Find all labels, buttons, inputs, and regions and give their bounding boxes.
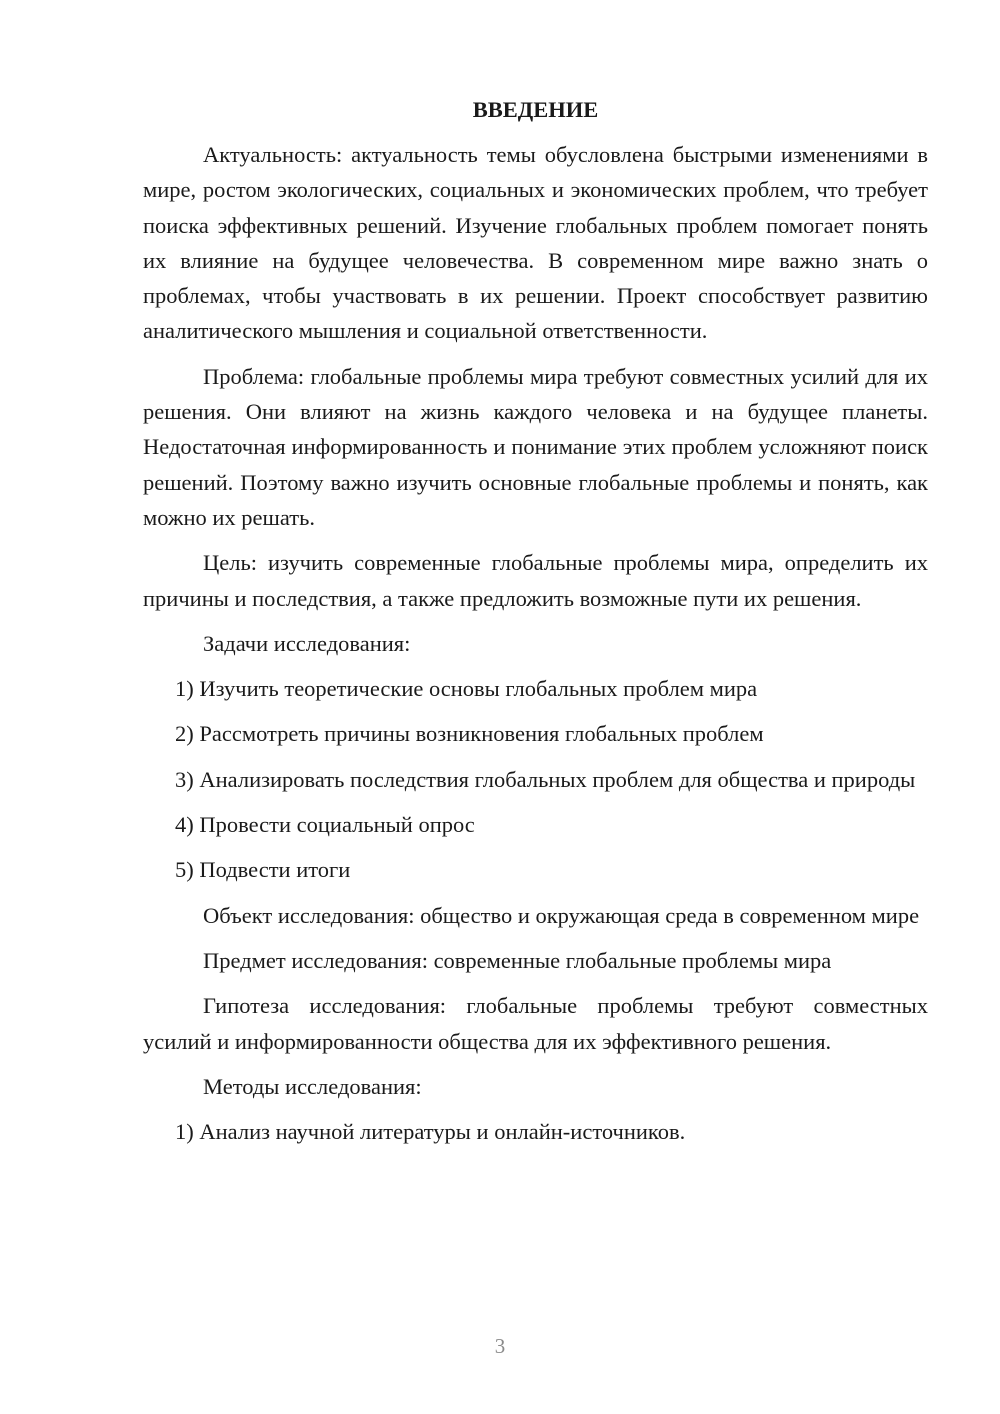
tasks-heading: Задачи исследования: <box>203 630 411 656</box>
task-item-4: 4) Провести социальный опрос <box>175 812 475 838</box>
document-page <box>143 95 928 1159</box>
task-item-5: 5) Подвести итоги <box>175 857 351 883</box>
object-paragraph: Объект исследования: общество и окружающая среда в современном мире <box>203 902 920 928</box>
task-item-3: 3) Анализировать последствия глобальных проблем для общества и природы <box>175 766 916 792</box>
task-item-2: 2) Рассмотреть причины возникновения глобальных проблем <box>175 721 764 747</box>
relevance-paragraph: Актуальность: актуальность темы обусловлена быстрыми изменениями в мире, ростом экологических, социальных и экономических проблем, что требует поиска эффективных решений. Изучение глобальных проблем помогает понять их влияние на будущее человечества. В современном мире важно знать о проблемах, чтобы участвовать в их решении. Проект способствует развитию аналитического мышления и социальной ответственности. <box>143 142 928 344</box>
page-number: 3 <box>494 1334 506 1358</box>
methods-heading: Методы исследования: <box>203 1073 422 1099</box>
task-item-1: 1) Изучить теоретические основы глобальных проблем мира <box>175 676 758 702</box>
goal-paragraph: Цель: изучить современные глобальные проблемы мира, определить их причины и последствия, а также предложить возможные пути их решения. <box>143 550 928 611</box>
method-item-1: 1) Анализ научной литературы и онлайн-источников. <box>175 1119 686 1145</box>
section-title: ВВЕДЕНИЕ <box>472 97 599 122</box>
problem-paragraph: Проблема: глобальные проблемы мира требуют совместных усилий для их решения. Они влияют на жизнь каждого человека и на будущее планеты. Недостаточная информированность и понимание этих проблем усложняют поиск решений. Поэтому важно изучить основные глобальные проблемы и понять, как можно их решать. <box>143 363 928 530</box>
hypothesis-paragraph: Гипотеза исследования: глобальные проблемы требуют совместных усилий и информированности общества для их эффективного решения. <box>143 993 928 1054</box>
subject-paragraph: Предмет исследования: современные глобальные проблемы мира <box>203 947 832 973</box>
